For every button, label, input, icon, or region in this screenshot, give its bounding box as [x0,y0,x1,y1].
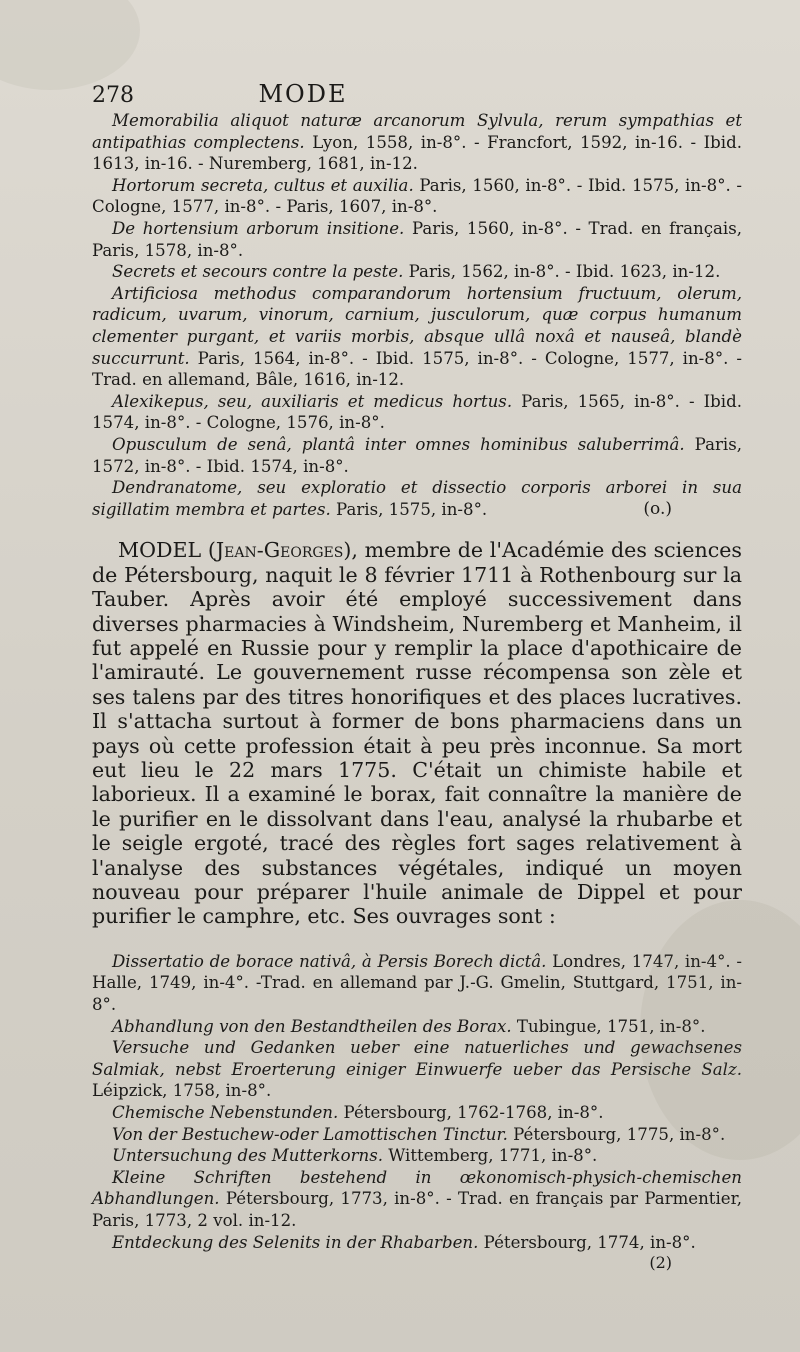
bibliography-entry: Entdeckung des Selenits in der Rhabarben. Pétersbourg, 1774, in-8°. [112,1232,696,1252]
bibliography-entry: Artificiosa methodus comparandorum hortensium fructuum, olerum, radicum, uvarum, vinorum, carnium, jusculorum, quæ corpus humanum clementer purgant, et variis morbis, absque ullâ noxâ et nauseâ, blandè succurrunt. Paris, 1564, in-8°. - Ibid. 1575, in-8°. - Cologne, 1577, in-8°. -Trad. en allemand, Bâle, 1616, in-12. [92,283,742,390]
bibliography-entry: De hortensium arborum insitione. Paris, 1560, in-8°. - Trad. en français, Paris, 1578, in-8°. [92,218,743,260]
running-head: MODE [258,80,348,108]
bibliography-entry: Dissertatio de borace nativâ, à Persis Borech dictâ. Londres, 1747, in-4°. - Halle, 1749, in-4°. -Trad. en allemand par J.-G. Gmelin, Stuttgard, 1751, in-8°. [92,951,742,1014]
bibliography-entry: Secrets et secours contre la peste. Paris, 1562, in-8°. - Ibid. 1623, in-12. [112,262,721,282]
bibliography-entry: Chemische Nebenstunden. Pétersbourg, 1762-1768, in-8°. [112,1102,604,1122]
article-given-names: (Jean-Georges) [207,538,352,563]
bibliography-entry: Abhandlung von den Bestandtheilen des Borax. Tubingue, 1751, in-8°. [112,1016,706,1036]
bibliography-entry: Hortorum secreta, cultus et auxilia. Paris, 1560, in-8°. - Ibid. 1575, in-8°. - Cologne, 1577, in-8°. - Paris, 1607, in-8°. [92,175,742,217]
bibliography-entry: Von der Bestuchew-oder Lamottischen Tinctur. Pétersbourg, 1775, in-8°. [112,1124,726,1144]
author-signature: (o.) [643,499,672,520]
article-text: , membre de l'Académie des sciences de Pétersbourg, naquit le 8 février 1711 à Rothenbourg sur la Tauber. Après avoir été employé successivement dans diverses pharmacies à Windsheim, Nuremberg et Manheim, il fut appelé en Russie pour y remplir la place d'apothicaire de l'amirauté. Le gouvernement russe récompensa son zèle et ses talens par des titres honorifiques et des places lucratives. Il s'attacha surtout à former de bons pharmaciens dans un pays où cette profession était à peu près inconnue. Sa mort eut lieu le 22 mars 1775. C'était un chimiste habile et laborieux. Il a examiné le borax, fait connaître la manière de le purifier en le dissolvant dans l'eau, analysé la rhubarbe et le seigle ergoté, tracé des règles fort sages relativement à l'analyse des substances végétales, indiqué un moyen nouveau pour préparer l'huile animale de Dippel et pour purifier le camphre, etc. Ses ouvrages sont : [92,538,743,929]
page-header [92,80,742,110]
page-number: 278 [92,83,134,108]
bibliography-entry: Versuche und Gedanken ueber eine natuerliches und gewachsenes Salmiak, nebst Eroerterung einiger Einwuerfe ueber das Persische Salz. Léipzick, 1758, in-8°. [92,1038,742,1101]
bibliography-entry: Dendranatome, seu exploratio et dissectio corporis arborei in sua sigillatim membra et partes. Paris, 1575, in-8°. [92,478,742,519]
biography-article [92,538,742,929]
bibliography-entry: Alexikepus, seu, auxiliaris et medicus hortus. Paris, 1565, in-8°. - Ibid. 1574, in-8°. - Cologne, 1576, in-8°. [92,391,742,433]
bibliography-entry: Opusculum de senâ, plantâ inter omnes hominibus saluberrimâ. Paris, 1572, in-8°. - Ibid. 1574, in-8°. [92,434,742,476]
bibliography-entry: Kleine Schriften bestehend in œkonomisch-physich-chemischen Abhandlungen. Pétersbourg, 1773, in-8°. - Trad. en français par Parmentier, Paris, 1773, 2 vol. in-12. [92,1167,742,1230]
sheet-signature-mark: (2) [649,1253,672,1273]
mode-works-list [92,110,742,520]
paper-stain [0,0,140,90]
bibliography-entry: Untersuchung des Mutterkorns. Wittemberg, 1771, in-8°. [112,1146,598,1166]
article-name: MODEL [118,538,202,563]
bibliography-entry: Memorabilia aliquot naturæ arcanorum Sylvula, rerum sympathias et antipathias complectens. Lyon, 1558, in-8°. - Francfort, 1592, in-16. - Ibid. 1613, in-16. - Nuremberg, 1681, in-12. [92,111,742,174]
